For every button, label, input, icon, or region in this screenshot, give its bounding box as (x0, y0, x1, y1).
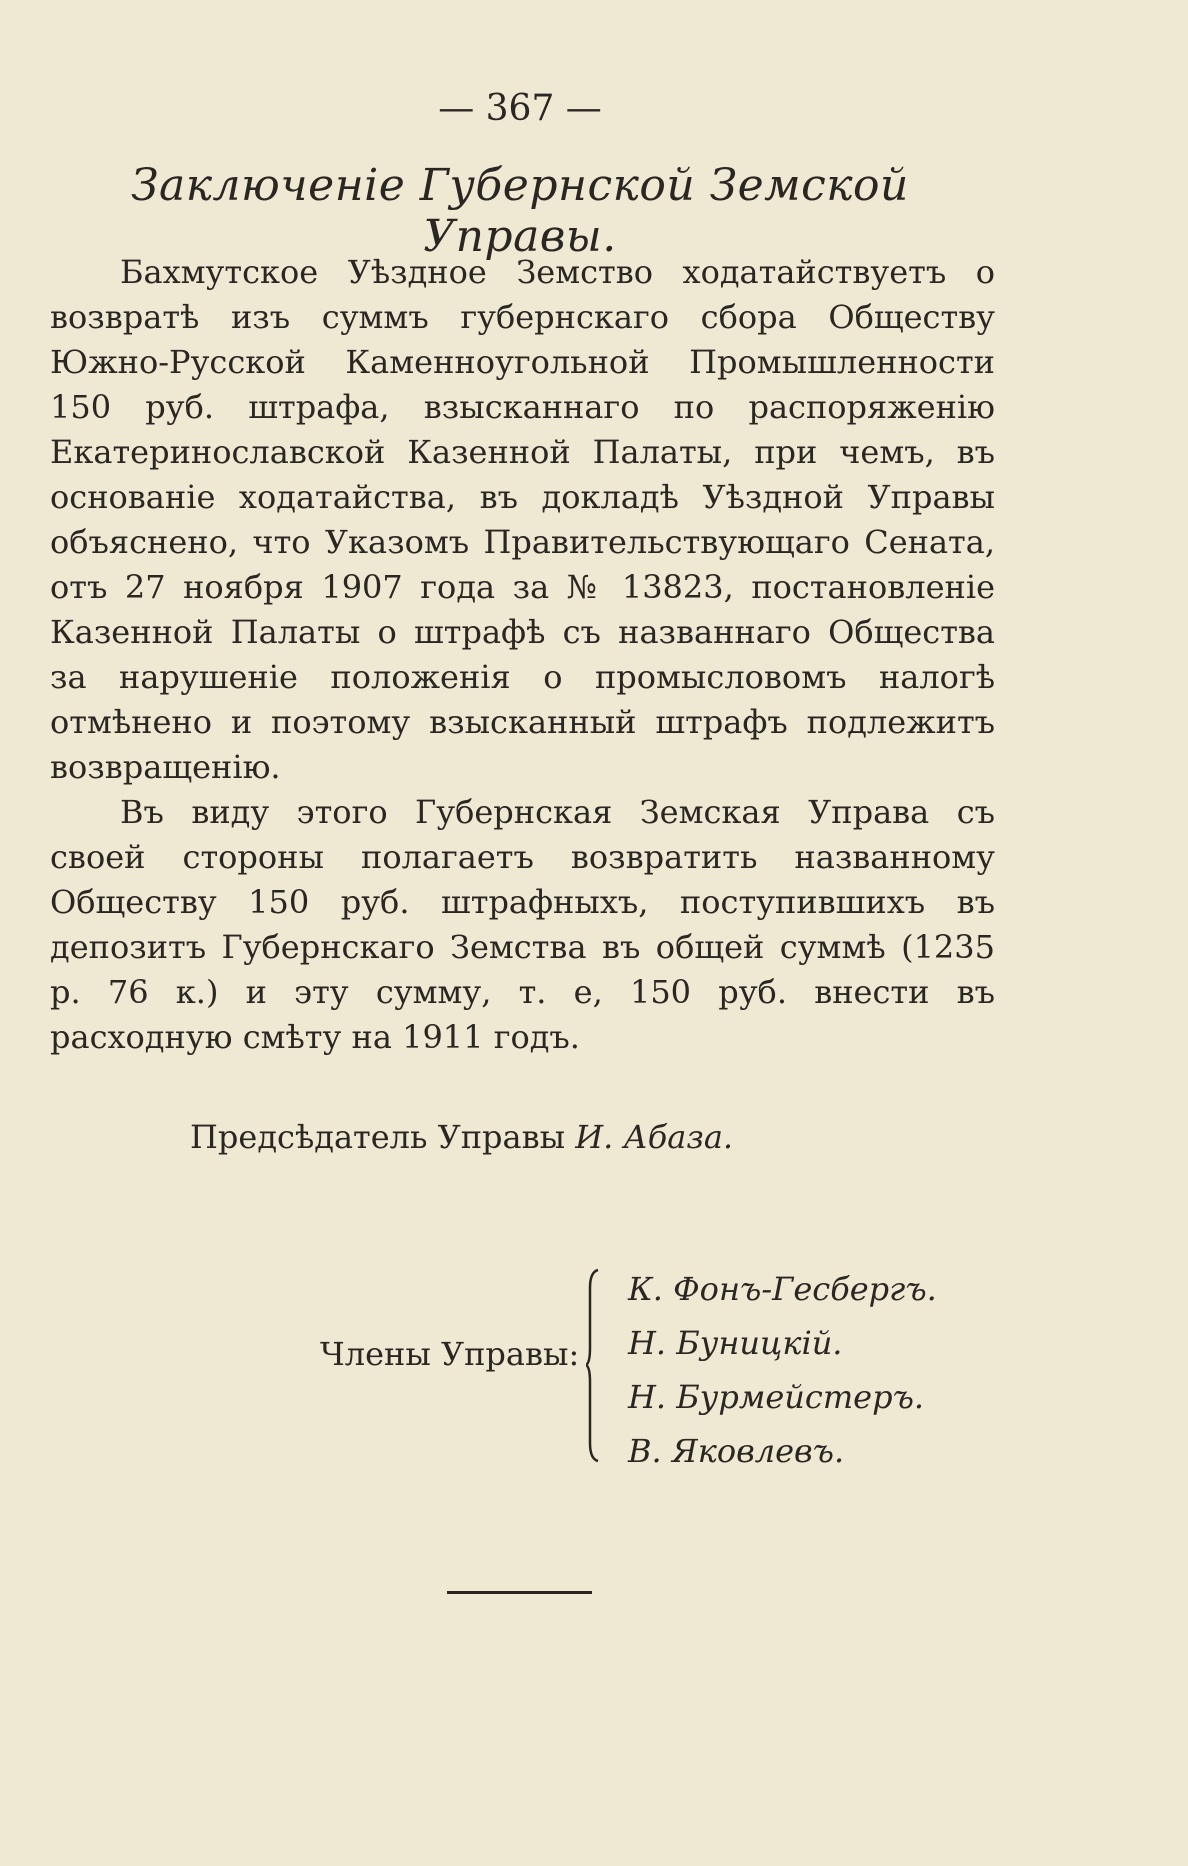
section-heading: Заключеніе Губернской Земской Управы. (131, 160, 909, 262)
paragraph: Бахмутское Уѣздное Земство ходатайствуетъ о возвратѣ изъ суммъ губернскаго сбора Обществу Южно-Русской Каменноугольной Промышленности 150 руб. штрафа, взысканнаго по распоряженію Екатеринославской Казенной Палаты, при чемъ, въ основаніе ходатайства, въ докладѣ Уѣздной Управы объяснено, что Указомъ Правительствующаго Сената, отъ 27 ноября 1907 года за № 13823, постановленіе Казенной Палаты о штрафѣ съ названнаго Общества за нарушеніе положенія о промысловомъ налогѣ отмѣнено и поэтому взысканный штрафъ подлежитъ возвращенію. (50, 253, 995, 786)
page-number: — 367 — (438, 88, 602, 129)
member-name: В. Яковлевъ. (628, 1432, 845, 1470)
chairman-signature (190, 1118, 733, 1156)
member-name: К. Фонъ-Гесбергъ. (628, 1270, 937, 1308)
members-list (628, 1262, 937, 1478)
chairman-name: И. Абаза. (575, 1118, 734, 1156)
chairman-label: Предсѣдатель Управы (190, 1118, 566, 1156)
body-text (50, 250, 995, 1060)
paragraph: Въ виду этого Губернская Земская Управа съ своей стороны полагаетъ возвратить названному Обществу 150 руб. штрафныхъ, поступившихъ въ депозитъ Губернскаго Земства въ общей суммѣ (1235 р. 76 к.) и эту сумму, т. е, 150 руб. внести въ расходную смѣту на 1911 годъ. (50, 793, 995, 1056)
members-brace (586, 1268, 602, 1463)
closing-rule (447, 1591, 592, 1594)
member-name: Н. Буницкій. (628, 1324, 843, 1362)
members-label: Члены Управы: (320, 1335, 580, 1373)
member-name: Н. Бурмейстеръ. (628, 1378, 925, 1416)
